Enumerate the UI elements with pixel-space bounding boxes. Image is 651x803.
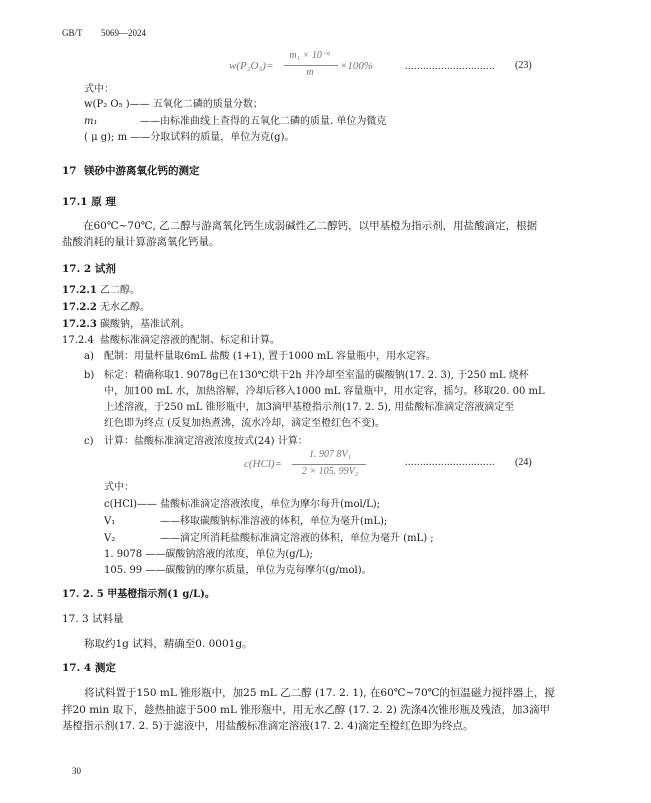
section-number: 17 xyxy=(62,165,77,177)
eq24-leader-dots: .............................. xyxy=(405,457,495,468)
where-line: 105. 99 ——碳酸钠的摩尔质量，单位为克每摩尔(g/mol)。 xyxy=(104,565,372,576)
where-line: ( μ g); m ——分取试料的质量，单位为克(g)。 xyxy=(84,132,295,143)
clause-text: 乙二醇。 xyxy=(100,285,140,296)
subsection-heading: 17.1 原 理 xyxy=(62,196,116,208)
paragraph-line: 在60℃~70℃, 乙二醇与游离氧化钙生成弱碱性乙二醇钙，以甲基橙为指示剂，用盐酸滴定，根据 xyxy=(83,220,538,232)
eq24-denominator: 2 × 105. 99V₂ xyxy=(301,466,359,477)
eq23-number: (23) xyxy=(515,60,532,71)
list-item-text: 红色即为终点 (反复加热煮沸，流水冷却，滴定至橙红色不变)。 xyxy=(104,418,385,429)
where-symbol: m₁ xyxy=(84,116,98,127)
where-symbol: V₂ xyxy=(104,533,116,544)
eq24-number: (24) xyxy=(515,457,532,468)
list-item-text: 中，加100 mL 水，加热溶解，冷却后移入1000 mL 容量瓶中，用水定容，摇匀。移取20. 00 mL xyxy=(104,386,545,397)
paragraph-line: 称取约1g 试料，精确至0. 0001g。 xyxy=(84,638,253,650)
where-line: c(HCl)—— 盐酸标准滴定溶液浓度，单位为摩尔每升(mol/L); xyxy=(104,499,381,510)
eq23-numerator: m₁ × 10⁻⁶ xyxy=(289,50,331,61)
paragraph-line: 盐酸消耗的量计算游离氧化钙量。 xyxy=(62,236,220,248)
eq24-lhs: c(HCl)= xyxy=(244,458,282,470)
clause-number: 17.2.4 xyxy=(62,335,94,346)
list-item-text: 计算：盐酸标准滴定溶液浓度按式(24) 计算： xyxy=(104,436,308,447)
list-item-text: 上述溶液，于250 mL 锥形瓶中，加3滴甲基橙指示剂(17. 2. 5), 用盐酸标准滴定溶液滴定至 xyxy=(104,402,515,413)
clause-text: 无水乙醇。 xyxy=(100,302,150,313)
section-title: 镁砂中游离氧化钙的测定 xyxy=(84,165,200,177)
where-line: ——由标准曲线上查得的五氧化二磷的质量. 单位为微克 xyxy=(140,116,387,127)
clause-heading: 17. 2. 5 甲基橙指示剂(1 g/L)。 xyxy=(62,589,215,600)
paragraph-line: 拌20 min 取下，趁热抽滤于500 mL 锥形瓶中，用无水乙醇 (17. 2. 2) 洗涤4次锥形瓶及残渣，加3滴甲 xyxy=(62,704,551,716)
clause-number: 17.2.1 xyxy=(62,285,97,296)
standard-number: 5069—2024 xyxy=(101,28,146,38)
clause-text: 碳酸钠，基准试剂。 xyxy=(100,319,190,330)
clause-text: 盐酸标准滴定溶液的配制、标定和计算。 xyxy=(100,335,280,346)
eq24-numerator: 1. 907 8V₁ xyxy=(308,449,352,460)
eq23-leader-dots: .............................. xyxy=(405,61,495,72)
where-intro: 式中： xyxy=(84,84,114,95)
list-item-text: 标定：精确称取1. 9078g已在130℃烘干2h 并冷却至室温的碳酸钠(17. 2. 3), 于250 mL 烧杯 xyxy=(104,370,529,381)
subsection-heading: 17. 4 测定 xyxy=(62,662,116,674)
list-marker: a) xyxy=(84,351,94,362)
paragraph-line: 基橙指示剂(17. 2. 5)于滤液中，用盐酸标准滴定溶液(17. 2. 4)滴定至橙红色即为终点。 xyxy=(62,720,474,732)
standard-code: GB/T xyxy=(62,28,83,38)
list-item-text: 配制：用量杯量取6mL 盐酸 (1+1), 置于1000 mL 容量瓶中，用水定容。 xyxy=(104,351,437,362)
eq23-rhs: ×100% xyxy=(340,60,374,72)
list-marker: b) xyxy=(84,370,95,381)
where-line: w(P₂ O₅ )—— 五氧化二磷的质量分数； xyxy=(84,99,263,110)
where-intro: 式中： xyxy=(104,482,134,493)
clause-number: 17.2.3 xyxy=(62,319,97,330)
where-line: 1. 9078 ——碳酸钠溶液的浓度，单位为(g/L); xyxy=(104,549,313,560)
eq23-fraction-bar xyxy=(284,65,338,66)
where-line: ——移取碳酸钠标准溶液的体积，单位为毫升(mL); xyxy=(160,516,388,527)
clause-number: 17.2.2 xyxy=(62,302,97,313)
page-number: 30 xyxy=(72,766,81,776)
paragraph-line: 将试料置于150 mL 锥形瓶中，加25 mL 乙二醇 (17. 2. 1), 在60℃~70℃的恒温磁力搅拌器上，搅 xyxy=(84,687,555,699)
list-marker: c) xyxy=(84,436,94,447)
eq23-lhs: w(P₂O₅)= xyxy=(229,60,274,72)
subsection-heading: 17. 2 试剂 xyxy=(62,263,116,275)
where-symbol: V₁ xyxy=(104,516,116,527)
where-line: ——滴定所消耗盐酸标准滴定溶液的体积，单位为毫升 (mL) ; xyxy=(160,533,434,544)
eq23-denominator: m xyxy=(306,67,314,78)
eq24-fraction-bar xyxy=(292,464,366,465)
subsection-heading: 17. 3 试料量 xyxy=(62,613,124,625)
